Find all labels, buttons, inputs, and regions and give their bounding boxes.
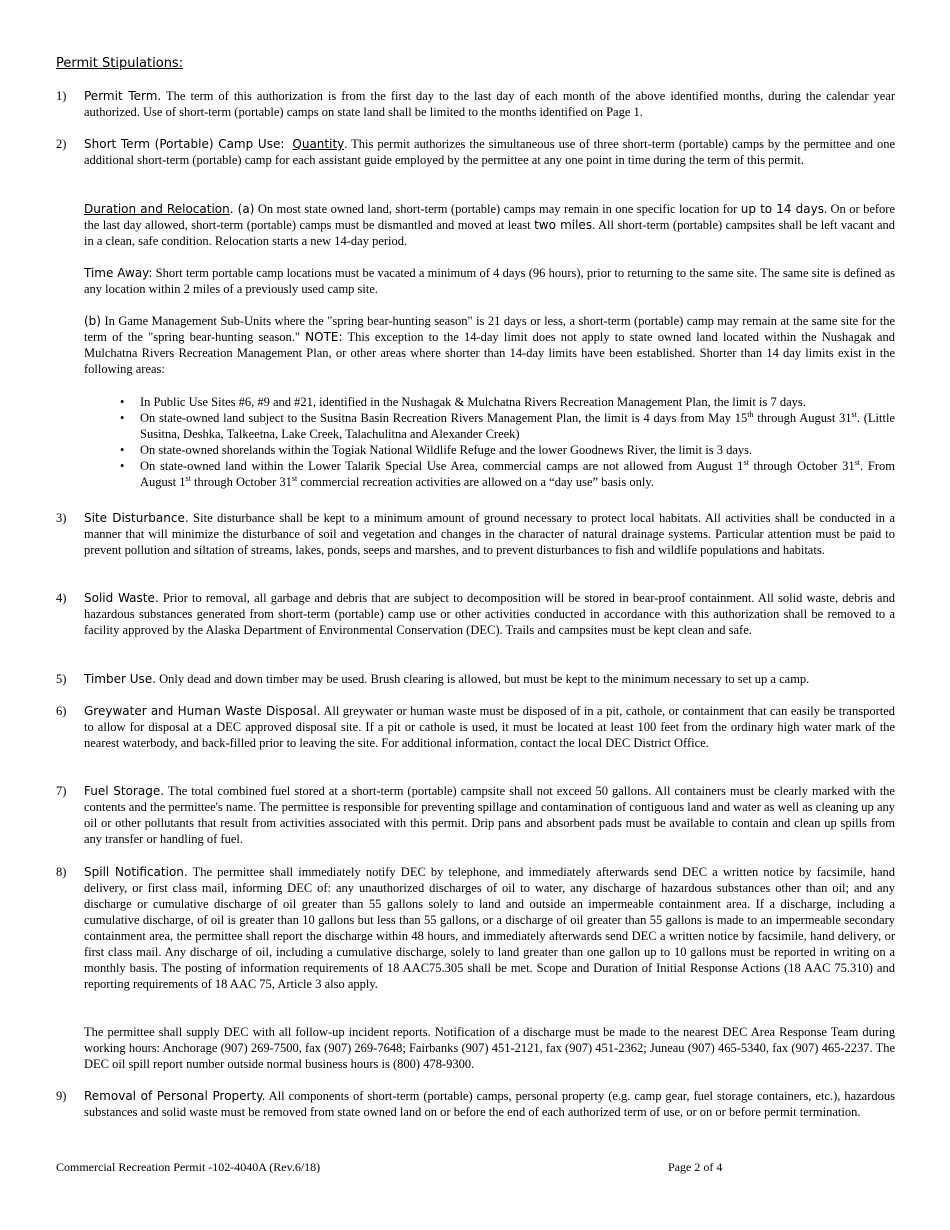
part-b-text: This exception to the 14-day limit does not apply to state owned land located within the Nushagak and Mulchatna Rivers Recreation Management Plan, or other areas where shorter than 14-day limits have been established. Shorter than 14 day limits exist in the following areas: (84, 330, 895, 376)
stipulation-fuel-storage (84, 783, 895, 847)
stipulation-title: Timber Use. (84, 672, 156, 686)
duration-miles: two miles (534, 218, 593, 232)
list-item (140, 458, 895, 490)
item-number: 2) (56, 137, 67, 151)
duration-relocation-paragraph (84, 201, 895, 249)
stipulation-title: Spill Notification. (84, 865, 188, 879)
list-item: • In Public Use Sites #6, #9 and #21, identified in the Nushagak & Mulchatna Rivers Recreation Management Plan, the limit is 7 days. (140, 394, 895, 410)
ordinal-suffix: st (743, 457, 749, 467)
stipulation-camp-use (84, 136, 895, 168)
item-number: 1) (56, 89, 67, 103)
stipulation-title: Removal of Personal Property. (84, 1089, 266, 1103)
stipulation-subtitle: Quantity (292, 137, 345, 151)
ordinal-suffix: th (747, 409, 754, 419)
stipulation-removal (84, 1088, 895, 1120)
stipulation-solid-waste (84, 590, 895, 638)
list-item-text: . (Little Susitna, Deshka, Talkeetna, Lake Creek, Talachulitna and Alexander Creek) (140, 411, 895, 441)
list-item-text: On state-owned land within the Lower Talarik Special Use Area, commercial camps are not allowed from August 1 (140, 459, 744, 473)
duration-label: . (a) (229, 202, 255, 216)
item-number: 9) (56, 1089, 67, 1103)
item-number: 3) (56, 511, 67, 525)
stipulation-permit-term (84, 88, 895, 120)
footer-page-number: Page 2 of 4 (668, 1160, 723, 1174)
stipulation-text: All components of short-term (portable) camps, personal property (e.g. camp gear, fuel storage containers, etc.), hazardous substances and solid waste must be removed from state owned land on or before the end of each authorized term of use, or on or before permit termination. (84, 1089, 895, 1119)
ordinal-suffix: st (291, 473, 298, 483)
page-title: Permit Stipulations: (56, 56, 184, 71)
stipulation-text: Prior to removal, all garbage and debris that are subject to decomposition will be stored in bear-proof containment. All solid waste, debris and hazardous substances generated from short-term (portable) camp use or other activities conducted in accordance with this authorization shall be removed to a facility approved by the Alaska Department of Environmental Conservation (DEC). Trails and campsites must be kept clean and safe. (84, 591, 895, 637)
stipulation-text: The permittee shall immediately notify DEC by telephone, and immediately afterwards send DEC a written notice by facsimile, hand delivery, or first class mail, informing DEC of: any unauthorized discharges of oil to water, any discharge of hazardous substances other than oil; and any discharge or cumulative discharge of oil greater than 55 gallons solely to land and outside an impermeable containment area. If a discharge, including a cumulative discharge, of oil is greater than 10 gallons but less than 55 gallons, or a discharge of oil greater than 55 gallons is made to an impermeable secondary containment area, the permittee shall report the discharge within 48 hours, and immediately afterwards send DEC a written notice by facsimile, hand delivery, or first class mail. Any discharge of oil, including a cumulative discharge, solely to land greater than one gallon up to 10 gallons must be reported in writing on a monthly basis. The posting of information requirements of 18 AAC75.305 shall be met. Scope and Duration of Initial Response Actions (18 AAC 75.310) and reporting requirements of 18 AAC 75, Article 3 also apply. (84, 865, 895, 991)
list-item-text: . From August 1 (140, 459, 895, 489)
duration-days: up to 14 days (740, 202, 824, 216)
ordinal-suffix: st (185, 473, 191, 483)
time-away-text: Short term portable camp locations must be vacated a minimum of 4 days (96 hours), prior to returning to the same site. The same site is defined as any location within 2 miles of a previously used camp site. (84, 266, 896, 296)
list-item-text: through October 31 (748, 459, 855, 473)
note-label: NOTE: (305, 330, 343, 344)
list-item-text: On state-owned land subject to the Susitna Basin Recreation Rivers Management Plan, the limit is 4 days from May 15 (140, 411, 748, 425)
stipulation-title: Short Term (Portable) Camp Use: (84, 137, 285, 151)
stipulation-title: Solid Waste. (84, 591, 159, 605)
stipulation-text: Site disturbance shall be kept to a minimum amount of ground necessary to protect local habitats. All activities shall be conducted in a manner that will minimize the disturbance of soil and vegetation and changes in the character of natural drainage systems. Particular attention must be paid to prevent pollution and siltation of streams, lakes, ponds, seeps and marshes, and to prevent disturbances to fish and wildlife populations and habitats. (84, 511, 895, 557)
duration-text: . On or before the last day allowed, short-term (portable) camps must be dismantled and moved at least (84, 202, 895, 232)
list-item-text: commercial recreation activities are allowed on a “day use” basis only. (297, 475, 654, 489)
part-b-text: In Game Management Sub-Units where the "spring bear-hunting season" is 21 days or less, a short-term (portable) camp may remain at the same site for the term of the "spring bear-hunting season." (84, 314, 895, 344)
stipulation-title: Permit Term. (84, 89, 162, 103)
item-number: 5) (56, 672, 67, 686)
stipulation-text: The total combined fuel stored at a short-term (portable) campsite shall not exceed 50 gallons. All containers must be clearly marked with the contents and the permittee's name. The permittee is responsible for preventing spillage and contamination of contiguous land and water as well as cleaning up any oil or other pollutants that result from activities associated with this permit. Drip pans and absorbent pads must be available to contain and clean up spills from any transfer or handling of fuel. (84, 784, 895, 846)
stipulation-site-disturbance (84, 510, 895, 558)
part-b-label: (b) (84, 314, 101, 328)
list-item: • On state-owned shorelands within the Togiak National Wildlife Refuge and the lower Goodnews River, the limit is 3 days. (140, 442, 895, 458)
list-item (140, 410, 895, 442)
footer-form-id: Commercial Recreation Permit -102-4040A (Rev.6/18) (56, 1160, 321, 1174)
part-b-paragraph (84, 313, 895, 377)
follow-up-paragraph: The permittee shall supply DEC with all follow-up incident reports. Notification of a discharge must be made to the nearest DEC Area Response Team during working hours: Anchorage (907) 269-7500, fax (907) 269-7648; Fairbanks (907) 451-2121, fax (907) 451-2362; Juneau (907) 465-5340, fax (907) 465-2237. The DEC oil spill report number outside normal business hours is (800) 478-9300. (84, 1025, 895, 1071)
list-item-text: through August 31 (753, 411, 852, 425)
stipulation-text: . This permit authorizes the simultaneous use of three short-term (portable) camps by the permittee and one additional short-term (portable) camp for each assistant guide employed by the permittee at any one point in time during the term of this permit. (84, 137, 896, 167)
stipulation-greywater (84, 703, 895, 751)
stipulation-timber-use (84, 671, 895, 687)
duration-text: On most state owned land, short-term (portable) camps may remain in one specific location for (254, 202, 741, 216)
stipulation-spill-notification (84, 864, 895, 992)
time-away-title: Time Away: (84, 266, 153, 280)
duration-title: Duration and Relocation (84, 202, 230, 216)
item-number: 4) (56, 591, 67, 605)
ordinal-suffix: st (854, 457, 861, 467)
stipulation-text: The term of this authorization is from the first day to the last day of each month of the above identified months, during the calendar year authorized. Use of short-term (portable) camps on state land shall be limited to the months identified on Page 1. (84, 89, 895, 119)
item-number: 6) (56, 704, 67, 718)
item-number: 7) (56, 784, 67, 798)
stipulation-title: Fuel Storage. (84, 784, 165, 798)
duration-text: . All short-term (portable) campsites shall be left vacant and in a clean, safe condition. Relocation starts a new 14-day period. (84, 218, 895, 248)
limit-list (140, 394, 895, 490)
stipulation-text: All greywater or human waste must be disposed of in a pit, cathole, or containment that can easily be transported to allow for disposal at a DEC approved disposal site. If a pit or cathole is used, it must be located at least 100 feet from the ordinary high water mark of the nearest waterbody, and back-filled prior to leaving the site. For additional information, contact the local DEC District Office. (84, 704, 895, 750)
ordinal-suffix: st (851, 409, 857, 419)
stipulation-title: Greywater and Human Waste Disposal. (84, 704, 321, 718)
stipulation-text: Only dead and down timber may be used. Brush clearing is allowed, but must be kept to the minimum necessary to set up a camp. (155, 672, 810, 686)
time-away-paragraph (84, 265, 895, 297)
stipulation-title: Site Disturbance. (84, 511, 189, 525)
item-number: 8) (56, 865, 67, 879)
list-item-text: through October 31 (190, 475, 292, 489)
